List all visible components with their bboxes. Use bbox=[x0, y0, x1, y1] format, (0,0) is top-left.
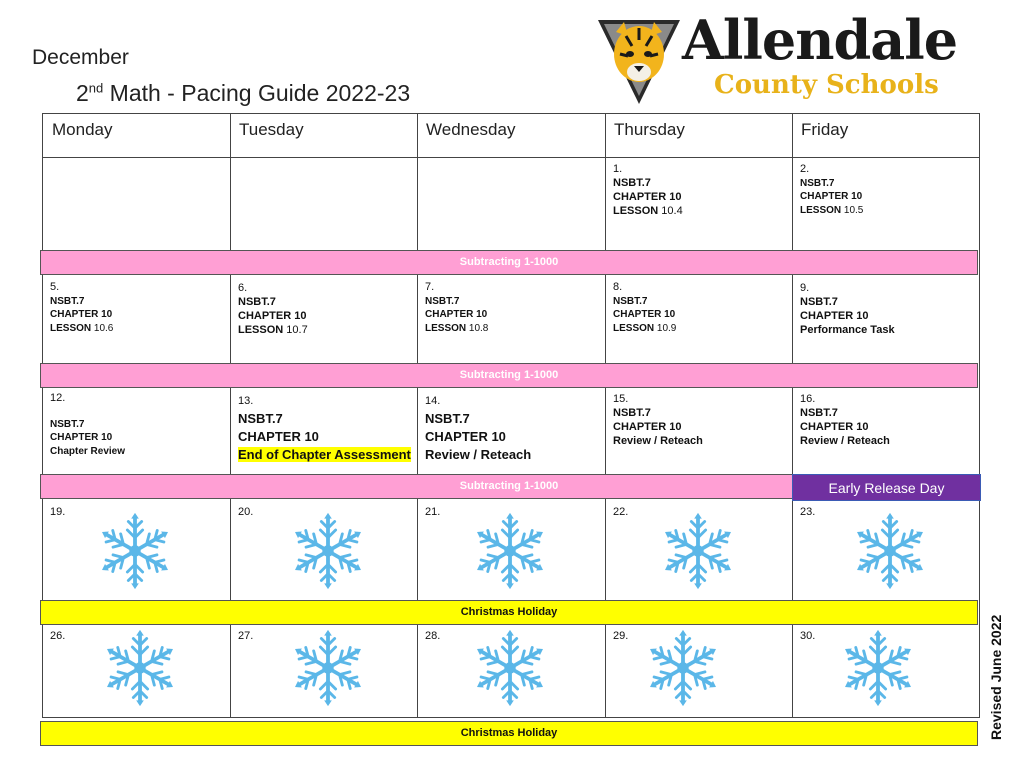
day-cell-2: 2. NSBT.7 CHAPTER 10 LESSON 10.5 bbox=[800, 163, 864, 216]
day-cell-13: 13. NSBT.7 CHAPTER 10 End of Chapter Assessment bbox=[238, 395, 411, 462]
early-release-badge: Early Release Day bbox=[792, 474, 981, 501]
day-cell-7: 7. NSBT.7 CHAPTER 10 LESSON 10.8 bbox=[425, 281, 489, 334]
day-header-monday: Monday bbox=[52, 120, 113, 139]
unit-band-week2: Subtracting 1-1000 bbox=[40, 363, 978, 388]
day-cell-29: 29. bbox=[613, 630, 629, 642]
day-header-wednesday: Wednesday bbox=[426, 120, 516, 139]
day-header-thursday: Thursday bbox=[614, 120, 685, 139]
unit-band-week1: Subtracting 1-1000 bbox=[40, 250, 978, 275]
day-cell-15: 15. NSBT.7 CHAPTER 10 Review / Reteach bbox=[613, 393, 703, 447]
snowflake-icon bbox=[658, 511, 738, 591]
grade-suffix: nd bbox=[88, 80, 104, 96]
snowflake-icon bbox=[288, 628, 368, 708]
day-cell-20: 20. bbox=[238, 506, 254, 518]
holiday-band-week5: Christmas Holiday bbox=[40, 721, 978, 746]
day-cell-21: 21. bbox=[425, 506, 441, 518]
day-header-friday: Friday bbox=[801, 120, 849, 139]
day-cell-23: 23. bbox=[800, 506, 816, 518]
day-cell-6: 6. NSBT.7 CHAPTER 10 LESSON 10.7 bbox=[238, 282, 308, 336]
grade-number: 2 bbox=[76, 80, 89, 106]
day-cell-27: 27. bbox=[238, 630, 254, 642]
snowflake-icon bbox=[100, 628, 180, 708]
assessment-highlight: End of Chapter Assessment bbox=[238, 447, 411, 462]
day-cell-28: 28. bbox=[425, 630, 441, 642]
school-logo bbox=[596, 8, 958, 108]
day-cell-16: 16. NSBT.7 CHAPTER 10 Review / Reteach bbox=[800, 393, 890, 447]
revised-date: Revised June 2022 bbox=[988, 614, 1004, 740]
page-title bbox=[76, 80, 410, 107]
snowflake-icon bbox=[838, 628, 918, 708]
day-header-tuesday: Tuesday bbox=[239, 120, 304, 139]
tiger-mascot-icon bbox=[596, 14, 682, 106]
snowflake-icon bbox=[470, 511, 550, 591]
day-cell-9: 9. NSBT.7 CHAPTER 10 Performance Task bbox=[800, 282, 895, 336]
day-cell-19: 19. bbox=[50, 506, 66, 518]
day-cell-26: 26. bbox=[50, 630, 66, 642]
day-cell-14: 14. NSBT.7 CHAPTER 10 Review / Reteach bbox=[425, 395, 532, 462]
holiday-band-week4: Christmas Holiday bbox=[40, 600, 978, 625]
snowflake-icon bbox=[288, 511, 368, 591]
month-title: December bbox=[32, 46, 129, 69]
unit-band-week3: Subtracting 1-1000 bbox=[40, 474, 978, 499]
snowflake-icon bbox=[643, 628, 723, 708]
day-cell-8: 8. NSBT.7 CHAPTER 10 LESSON 10.9 bbox=[613, 281, 677, 334]
snowflake-icon bbox=[470, 628, 550, 708]
day-cell-1: 1. NSBT.7 CHAPTER 10 LESSON 10.4 bbox=[613, 163, 683, 217]
day-cell-22: 22. bbox=[613, 506, 629, 518]
day-cell-12: 12. NSBT.7 CHAPTER 10 Chapter Review bbox=[50, 392, 126, 457]
day-cell-30: 30. bbox=[800, 630, 816, 642]
logo-subtitle: County Schools bbox=[714, 70, 939, 100]
snowflake-icon bbox=[95, 511, 175, 591]
logo-name: Allendale bbox=[682, 8, 958, 72]
day-cell-5: 5. NSBT.7 CHAPTER 10 LESSON 10.6 bbox=[50, 281, 114, 334]
title-text: Math - Pacing Guide 2022-23 bbox=[103, 80, 411, 106]
snowflake-icon bbox=[850, 511, 930, 591]
